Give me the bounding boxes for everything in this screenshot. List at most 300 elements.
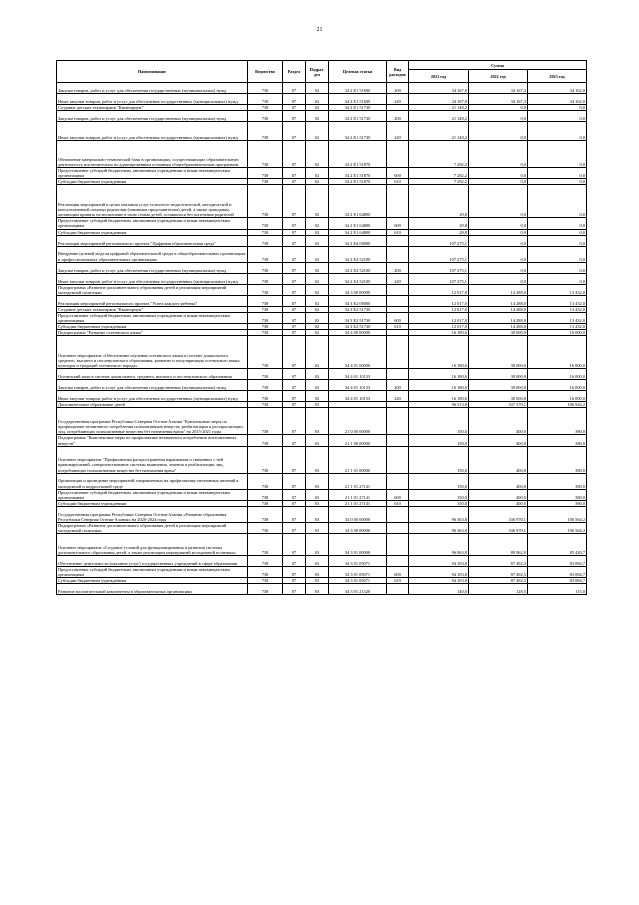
table-row [57,584,587,595]
row-sum-2022-cell: 87 492,3 [469,567,528,578]
row-subsection-cell: 02 [306,324,329,330]
row-sum-2021-cell: 16 180,6 [409,369,469,380]
row-section-cell: 07 [283,229,306,235]
row-sum-2022-cell: 0,0 [469,273,528,284]
row-sum-2021-cell: 16 180,6 [409,330,469,336]
row-name-cell: Предоставление субсидий бюджетным, автономным учреждениям и иным некоммерческим организациям [57,489,248,500]
row-sum-2022-cell: 0,0 [469,229,528,235]
row-sum-2023-cell: 16 000,0 [528,391,587,402]
row-expense-type-cell: 240 [387,391,409,402]
row-subsection-cell: 02 [306,306,329,312]
table-row [57,94,587,105]
row-name-cell: Иные закупки товаров, работ и услуг для обеспечения государственных (муниципальных) нужд [57,391,248,402]
row-sum-2021-cell: 7 282,2 [409,168,469,179]
row-department-cell: 738 [248,94,283,105]
row-sum-2022-cell: 0,0 [469,111,528,122]
table-row [57,534,587,556]
table-row [57,380,587,391]
row-name-cell: Реализация мероприятий регионального проекта "Успех каждого ребенка" [57,295,248,306]
row-target-article-cell: 34 4 01 10133 [329,380,387,391]
row-sum-2023-cell: 13 432,0 [528,306,587,312]
table-row [57,408,587,435]
row-expense-type-cell [387,141,409,168]
row-name-cell: Субсидии бюджетным учреждениям [57,229,248,235]
header-year-2021: 2021 год [409,70,469,83]
row-sum-2023-cell: 380,0 [528,500,587,506]
row-target-article-cell: 34 3 E2 51730 [329,306,387,312]
row-target-article-cell: 21 1 01 27141 [329,473,387,489]
row-expense-type-cell [387,506,409,522]
row-department-cell: 738 [248,446,283,473]
row-sum-2022-cell: 87 492,3 [469,578,528,584]
row-expense-type-cell [387,556,409,567]
row-department-cell: 738 [248,522,283,533]
table-row [57,435,587,446]
row-section-cell: 07 [283,295,306,306]
table-row [57,246,587,262]
row-section-cell: 07 [283,500,306,506]
row-sum-2022-cell: 0,0 [469,218,528,229]
row-department-cell: 738 [248,168,283,179]
row-sum-2023-cell: 0,0 [528,262,587,273]
row-expense-type-cell: 610 [387,324,409,330]
row-sum-2021-cell: 107 275,1 [409,246,469,262]
row-department-cell: 738 [248,500,283,506]
row-target-article-cell: 21 1 00 00000 [329,435,387,446]
row-target-article-cell: 34 2 E4 00000 [329,235,387,246]
row-sum-2022-cell: 14 288,0 [469,295,528,306]
row-department-cell: 738 [248,105,283,111]
table-row [57,218,587,229]
budget-table [56,60,587,595]
row-name-cell: Государственная программа Республики Северная Осетия-Алания «Развитие образования Республики Северная Осетия-Алания» на 2020-2024 годы [57,506,248,522]
row-section-cell: 07 [283,324,306,330]
row-name-cell: Основное мероприятие «Обеспечение изучения осетинского языка в системе дошкольного, среднего, высшего и послевузовского образования, развитие и популяризация осетинского языка, культуры и традиций осетинского народа» [57,336,248,369]
row-expense-type-cell: 610 [387,500,409,506]
row-sum-2023-cell: 16 000,0 [528,330,587,336]
row-section-cell: 07 [283,435,306,446]
row-name-cell: Предоставление субсидий бюджетным, автономным учреждениям и иным некоммерческим организациям [57,567,248,578]
header-year-2022: 2022 год [469,70,528,83]
row-subsection-cell: 03 [306,522,329,533]
row-expense-type-cell [387,336,409,369]
row-name-cell: Закупка товаров, работ и услуг для обеспечения государственных (муниципальных) нужд [57,262,248,273]
row-department-cell: 738 [248,122,283,141]
row-name-cell: Подпрограмма "Развитие осетинского языка" [57,330,248,336]
row-sum-2021-cell: 150,0 [409,435,469,446]
row-expense-type-cell: 200 [387,83,409,94]
row-name-cell: Обновление материально-технической базы в организациях, осуществляющих образовательную деятельность исключительно по адаптированным основным общеобразовательным программам [57,141,248,168]
row-section-cell: 07 [283,262,306,273]
row-department-cell: 738 [248,330,283,336]
row-department-cell: 738 [248,534,283,556]
row-section-cell: 07 [283,489,306,500]
row-section-cell: 07 [283,446,306,473]
row-sum-2023-cell: 0,0 [528,122,587,141]
row-target-article-cell: 34 4 01 10133 [329,391,387,402]
header-target-article: Целевая статья [329,61,387,83]
row-expense-type-cell [387,473,409,489]
row-sum-2022-cell: 0,0 [469,179,528,185]
row-target-article-cell: 34 3 00 00000 [329,284,387,295]
row-name-cell: Создание детских технопарков "Кванториум" [57,105,248,111]
row-section-cell: 07 [283,312,306,323]
row-subsection-cell: 02 [306,295,329,306]
row-department-cell: 738 [248,235,283,246]
row-department-cell: 738 [248,336,283,369]
row-name-cell: Закупка товаров, работ и услуг для обеспечения государственных (муниципальных) нужд [57,380,248,391]
row-sum-2021-cell: 7 282,2 [409,141,469,168]
row-sum-2021-cell: 12 017,0 [409,295,469,306]
row-expense-type-cell [387,295,409,306]
row-target-article-cell: 34 3 01 00000 [329,534,387,556]
row-department-cell: 738 [248,408,283,435]
table-row [57,556,587,567]
row-sum-2022-cell: 336 970,1 [469,522,528,533]
row-sum-2021-cell: 16 180,6 [409,380,469,391]
table-row [57,336,587,369]
row-sum-2022-cell: 87 492,3 [469,556,528,567]
row-department-cell: 738 [248,473,283,489]
row-target-article-cell: 34 3 E2 00000 [329,295,387,306]
row-sum-2023-cell: 85 420,7 [528,534,587,556]
row-sum-2021-cell: 34 167,0 [409,94,469,105]
row-section-cell: 07 [283,235,306,246]
row-name-cell: Предоставление субсидий бюджетным, автономным учреждениям и иным некоммерческим организациям [57,312,248,323]
row-subsection-cell: 02 [306,111,329,122]
row-section-cell: 07 [283,584,306,595]
row-sum-2021-cell: 150,0 [409,473,469,489]
row-sum-2021-cell: 150,0 [409,489,469,500]
row-sum-2023-cell: 106 564,2 [528,522,587,533]
row-expense-type-cell [387,534,409,556]
row-sum-2021-cell: 150,0 [409,446,469,473]
row-department-cell: 738 [248,489,283,500]
table-row [57,83,587,94]
row-expense-type-cell: 200 [387,111,409,122]
row-target-article-cell: 34 4 01 10133 [329,369,387,380]
row-section-cell: 07 [283,402,306,408]
row-sum-2022-cell: 0,0 [469,105,528,111]
table-row [57,391,587,402]
row-target-article-cell: 34 2 E1 51730 [329,122,387,141]
row-department-cell: 738 [248,218,283,229]
row-expense-type-cell [387,584,409,595]
row-section-cell: 07 [283,567,306,578]
row-subsection-cell: 03 [306,534,329,556]
row-subsection-cell: 02 [306,218,329,229]
header-name: Наименование [57,61,248,83]
page-number: 21 [316,27,323,33]
row-sum-2022-cell: 30 000,0 [469,369,528,380]
row-target-article-cell: 21 1 01 00000 [329,446,387,473]
row-sum-2022-cell: 14 288,0 [469,284,528,295]
row-expense-type-cell [387,284,409,295]
row-target-article-cell: 21 0 00 00000 [329,408,387,435]
header-subsection: Подраз-дел [306,61,329,83]
row-sum-2021-cell: 34 167,0 [409,83,469,94]
row-section-cell: 07 [283,273,306,284]
table-row [57,312,587,323]
row-subsection-cell: 02 [306,179,329,185]
row-target-article-cell: 34 3 01 05071 [329,578,387,584]
row-name-cell: Дополнительное образование детей [57,402,248,408]
row-target-article-cell: 21 1 01 27141 [329,489,387,500]
row-sum-2022-cell: 0,0 [469,262,528,273]
row-sum-2023-cell: 83 084,7 [528,556,587,567]
row-name-cell: Государственная программа Республики Северная Осетия-Алания "Комплексные меры по профилактике незаконного потребления психоактивных веществ, реабилитации и ресоциализации лиц, потребляющих психоактивные вещества без назначения врача" на 2015-2021 годы [57,408,248,435]
row-target-article-cell: 34 3 01 05071 [329,567,387,578]
row-subsection-cell: 02 [306,185,329,218]
row-sum-2021-cell: 94 103,8 [409,578,469,584]
row-section-cell: 07 [283,369,306,380]
row-section-cell: 07 [283,556,306,567]
row-sum-2021-cell: 29,8 [409,218,469,229]
row-sum-2021-cell: 12 017,0 [409,306,469,312]
row-target-article-cell: 21 1 01 27141 [329,500,387,506]
row-sum-2022-cell: 14 288,0 [469,312,528,323]
row-name-cell: Закупка товаров, работ и услуг для обеспечения государственных (муниципальных) нужд [57,83,248,94]
row-subsection-cell: 03 [306,489,329,500]
row-sum-2021-cell: 96 063,8 [409,534,469,556]
row-subsection-cell: 02 [306,105,329,111]
row-expense-type-cell [387,246,409,262]
row-sum-2023-cell: 13 432,0 [528,284,587,295]
row-section-cell: 07 [283,473,306,489]
row-name-cell: Обеспечение деятельности (оказание услуг) государственных учреждений в сфере образования [57,556,248,567]
row-sum-2023-cell: 0,0 [528,179,587,185]
row-sum-2023-cell: 380,0 [528,489,587,500]
row-sum-2023-cell: 0,0 [528,273,587,284]
row-name-cell: Развитие воспитательной компоненты в образовательных организациях [57,584,248,595]
row-department-cell: 738 [248,578,283,584]
row-name-cell: Иные закупки товаров, работ и услуг для обеспечения государственных (муниципальных) нужд [57,122,248,141]
row-section-cell: 07 [283,185,306,218]
table-row [57,369,587,380]
row-subsection-cell: 03 [306,402,329,408]
row-department-cell: 738 [248,402,283,408]
row-sum-2023-cell: 34 162,0 [528,83,587,94]
row-name-cell: Иные закупки товаров, работ и услуг для обеспечения государственных (муниципальных) нужд [57,273,248,284]
row-department-cell: 738 [248,111,283,122]
row-target-article-cell: 34 4 00 00000 [329,330,387,336]
row-expense-type-cell [387,185,409,218]
row-name-cell: Подпрограмма «Развитие дополнительного образования детей и реализация мероприятий молодежной политики» [57,522,248,533]
row-expense-type-cell: 610 [387,229,409,235]
row-sum-2021-cell: 16 180,6 [409,391,469,402]
row-subsection-cell: 02 [306,330,329,336]
table-row [57,446,587,473]
row-sum-2021-cell: 140,0 [409,584,469,595]
row-subsection-cell: 02 [306,380,329,391]
row-subsection-cell: 03 [306,506,329,522]
table-body [57,83,587,595]
row-name-cell: Создание детских технопарков "Кванториум" [57,306,248,312]
row-expense-type-cell: 600 [387,312,409,323]
row-name-cell: Субсидии бюджетным учреждениям [57,500,248,506]
row-section-cell: 07 [283,522,306,533]
table-row [57,284,587,295]
row-sum-2023-cell: 0,0 [528,168,587,179]
row-target-article-cell: 34 3 E2 51730 [329,312,387,323]
row-sum-2022-cell: 14 288,0 [469,306,528,312]
row-target-article-cell: 34 3 01 05071 [329,556,387,567]
table-row [57,273,587,284]
row-section-cell: 07 [283,179,306,185]
row-sum-2023-cell: 0,0 [528,235,587,246]
row-sum-2021-cell: 150,0 [409,408,469,435]
row-name-cell: Субсидии бюджетным учреждениям [57,578,248,584]
row-sum-2022-cell: 34 167,3 [469,94,528,105]
header-year-2023: 2023 год [528,70,587,83]
row-expense-type-cell [387,446,409,473]
row-section-cell: 07 [283,578,306,584]
row-department-cell: 738 [248,567,283,578]
row-subsection-cell: 03 [306,500,329,506]
table-row [57,522,587,533]
row-target-article-cell: 34 4 01 00000 [329,336,387,369]
row-sum-2022-cell: 400,0 [469,500,528,506]
row-subsection-cell: 03 [306,567,329,578]
row-expense-type-cell: 240 [387,122,409,141]
row-sum-2023-cell: 115,0 [528,584,587,595]
row-sum-2022-cell: 0,0 [469,141,528,168]
table-row [57,473,587,489]
row-expense-type-cell: 600 [387,218,409,229]
row-department-cell: 738 [248,246,283,262]
row-sum-2023-cell: 13 432,0 [528,324,587,330]
row-department-cell: 738 [248,435,283,446]
row-section-cell: 07 [283,83,306,94]
table-row [57,111,587,122]
row-expense-type-cell [387,522,409,533]
row-subsection-cell: 02 [306,336,329,369]
row-sum-2022-cell: 337 370,1 [469,402,528,408]
row-name-cell: Закупка товаров, работ и услуг для обеспечения государственных (муниципальных) нужд [57,111,248,122]
row-sum-2023-cell: 13 432,0 [528,312,587,323]
row-sum-2021-cell: 12 017,0 [409,284,469,295]
row-subsection-cell: 02 [306,235,329,246]
row-target-article-cell: 34 2 E1 51730 [329,111,387,122]
row-subsection-cell: 02 [306,83,329,94]
header-expense-type: Вид расходов [387,61,409,83]
row-sum-2022-cell: 0,0 [469,246,528,262]
row-name-cell: Подпрограмма «Развитие дополнительного образования детей и реализация мероприятий молодежной политики» [57,284,248,295]
row-expense-type-cell [387,235,409,246]
table-header [57,61,587,83]
row-department-cell: 738 [248,391,283,402]
row-sum-2023-cell: 83 084,7 [528,578,587,584]
row-subsection-cell: 02 [306,246,329,262]
table-row [57,262,587,273]
row-name-cell: Реализация мероприятий регионального проекта "Цифровая образовательная среда" [57,235,248,246]
row-name-cell: Субсидии бюджетным учреждениям [57,179,248,185]
row-name-cell: Организация и проведение мероприятий, направленных на профилактику негативных явлений в молодежной и подростковой среде [57,473,248,489]
row-sum-2021-cell: 96 363,8 [409,522,469,533]
row-sum-2021-cell: 16 180,6 [409,336,469,369]
row-sum-2022-cell: 336 970,1 [469,506,528,522]
row-expense-type-cell: 200 [387,380,409,391]
row-expense-type-cell [387,369,409,380]
row-section-cell: 07 [283,105,306,111]
row-sum-2022-cell: 30 000,0 [469,330,528,336]
row-target-article-cell: 34 2 E1 64800 [329,218,387,229]
row-sum-2023-cell: 106 944,2 [528,402,587,408]
row-expense-type-cell: 600 [387,567,409,578]
row-department-cell: 738 [248,83,283,94]
row-subsection-cell: 02 [306,273,329,284]
table-row [57,235,587,246]
row-sum-2022-cell: 400,0 [469,473,528,489]
row-sum-2023-cell: 380,0 [528,446,587,473]
row-name-cell: Предоставление субсидий бюджетным, автономным учреждениям и иным некоммерческим организациям [57,168,248,179]
row-subsection-cell: 03 [306,473,329,489]
header-section: Раздел [283,61,306,83]
row-sum-2021-cell: 21 148,2 [409,122,469,141]
row-department-cell: 738 [248,295,283,306]
row-sum-2022-cell: 0,0 [469,168,528,179]
row-department-cell: 738 [248,262,283,273]
row-sum-2021-cell: 150,0 [409,500,469,506]
table-row [57,567,587,578]
row-department-cell: 738 [248,273,283,284]
row-target-article-cell: 34 2 E1 51730 [329,105,387,111]
row-subsection-cell: 03 [306,584,329,595]
row-name-cell: Основное мероприятие "Профилактика распространения наркомании и связанных с ней правонарушений, совершенствование системы выявления, лечения и реабилитации лиц, потребляющих психоактивные вещества без назначения врача" [57,446,248,473]
row-section-cell: 07 [283,306,306,312]
row-sum-2022-cell: 34 167,3 [469,83,528,94]
row-sum-2023-cell: 0,0 [528,185,587,218]
row-department-cell: 738 [248,380,283,391]
row-expense-type-cell: 600 [387,168,409,179]
row-sum-2022-cell: 0,0 [469,185,528,218]
row-department-cell: 738 [248,229,283,235]
row-sum-2021-cell: 107 275,1 [409,262,469,273]
row-section-cell: 07 [283,534,306,556]
row-sum-2022-cell: 400,0 [469,489,528,500]
table-row [57,168,587,179]
row-sum-2023-cell: 16 000,0 [528,380,587,391]
row-section-cell: 07 [283,506,306,522]
row-sum-2023-cell: 16 000,0 [528,336,587,369]
row-name-cell: Иные закупки товаров, работ и услуг для обеспечения государственных (муниципальных) нужд [57,94,248,105]
row-department-cell: 738 [248,141,283,168]
row-sum-2022-cell: 30 000,0 [469,391,528,402]
row-sum-2021-cell: 94 103,8 [409,567,469,578]
row-sum-2023-cell: 16 000,0 [528,369,587,380]
row-department-cell: 738 [248,584,283,595]
row-target-article-cell: 34 2 E4 52100 [329,262,387,273]
row-department-cell: 738 [248,179,283,185]
table-row [57,141,587,168]
row-sum-2021-cell: 21 148,2 [409,105,469,111]
row-subsection-cell: 02 [306,391,329,402]
row-department-cell: 738 [248,185,283,218]
row-subsection-cell: 02 [306,141,329,168]
row-sum-2021-cell: 21 148,2 [409,111,469,122]
row-sum-2023-cell: 34 162,0 [528,94,587,105]
row-sum-2022-cell: 89 962,8 [469,534,528,556]
row-target-article-cell: 34 3 00 00000 [329,522,387,533]
row-target-article-cell: 34 2 E1 64800 [329,185,387,218]
row-sum-2021-cell: 7 282,2 [409,179,469,185]
row-section-cell: 07 [283,330,306,336]
table-row [57,506,587,522]
row-sum-2022-cell: 400,0 [469,435,528,446]
row-name-cell: Внедрение целевой модели цифровой образовательной среды в общеобразовательных организациях и профессиональных образовательных организациях [57,246,248,262]
row-sum-2021-cell: 96 513,8 [409,402,469,408]
row-sum-2023-cell: 0,0 [528,105,587,111]
